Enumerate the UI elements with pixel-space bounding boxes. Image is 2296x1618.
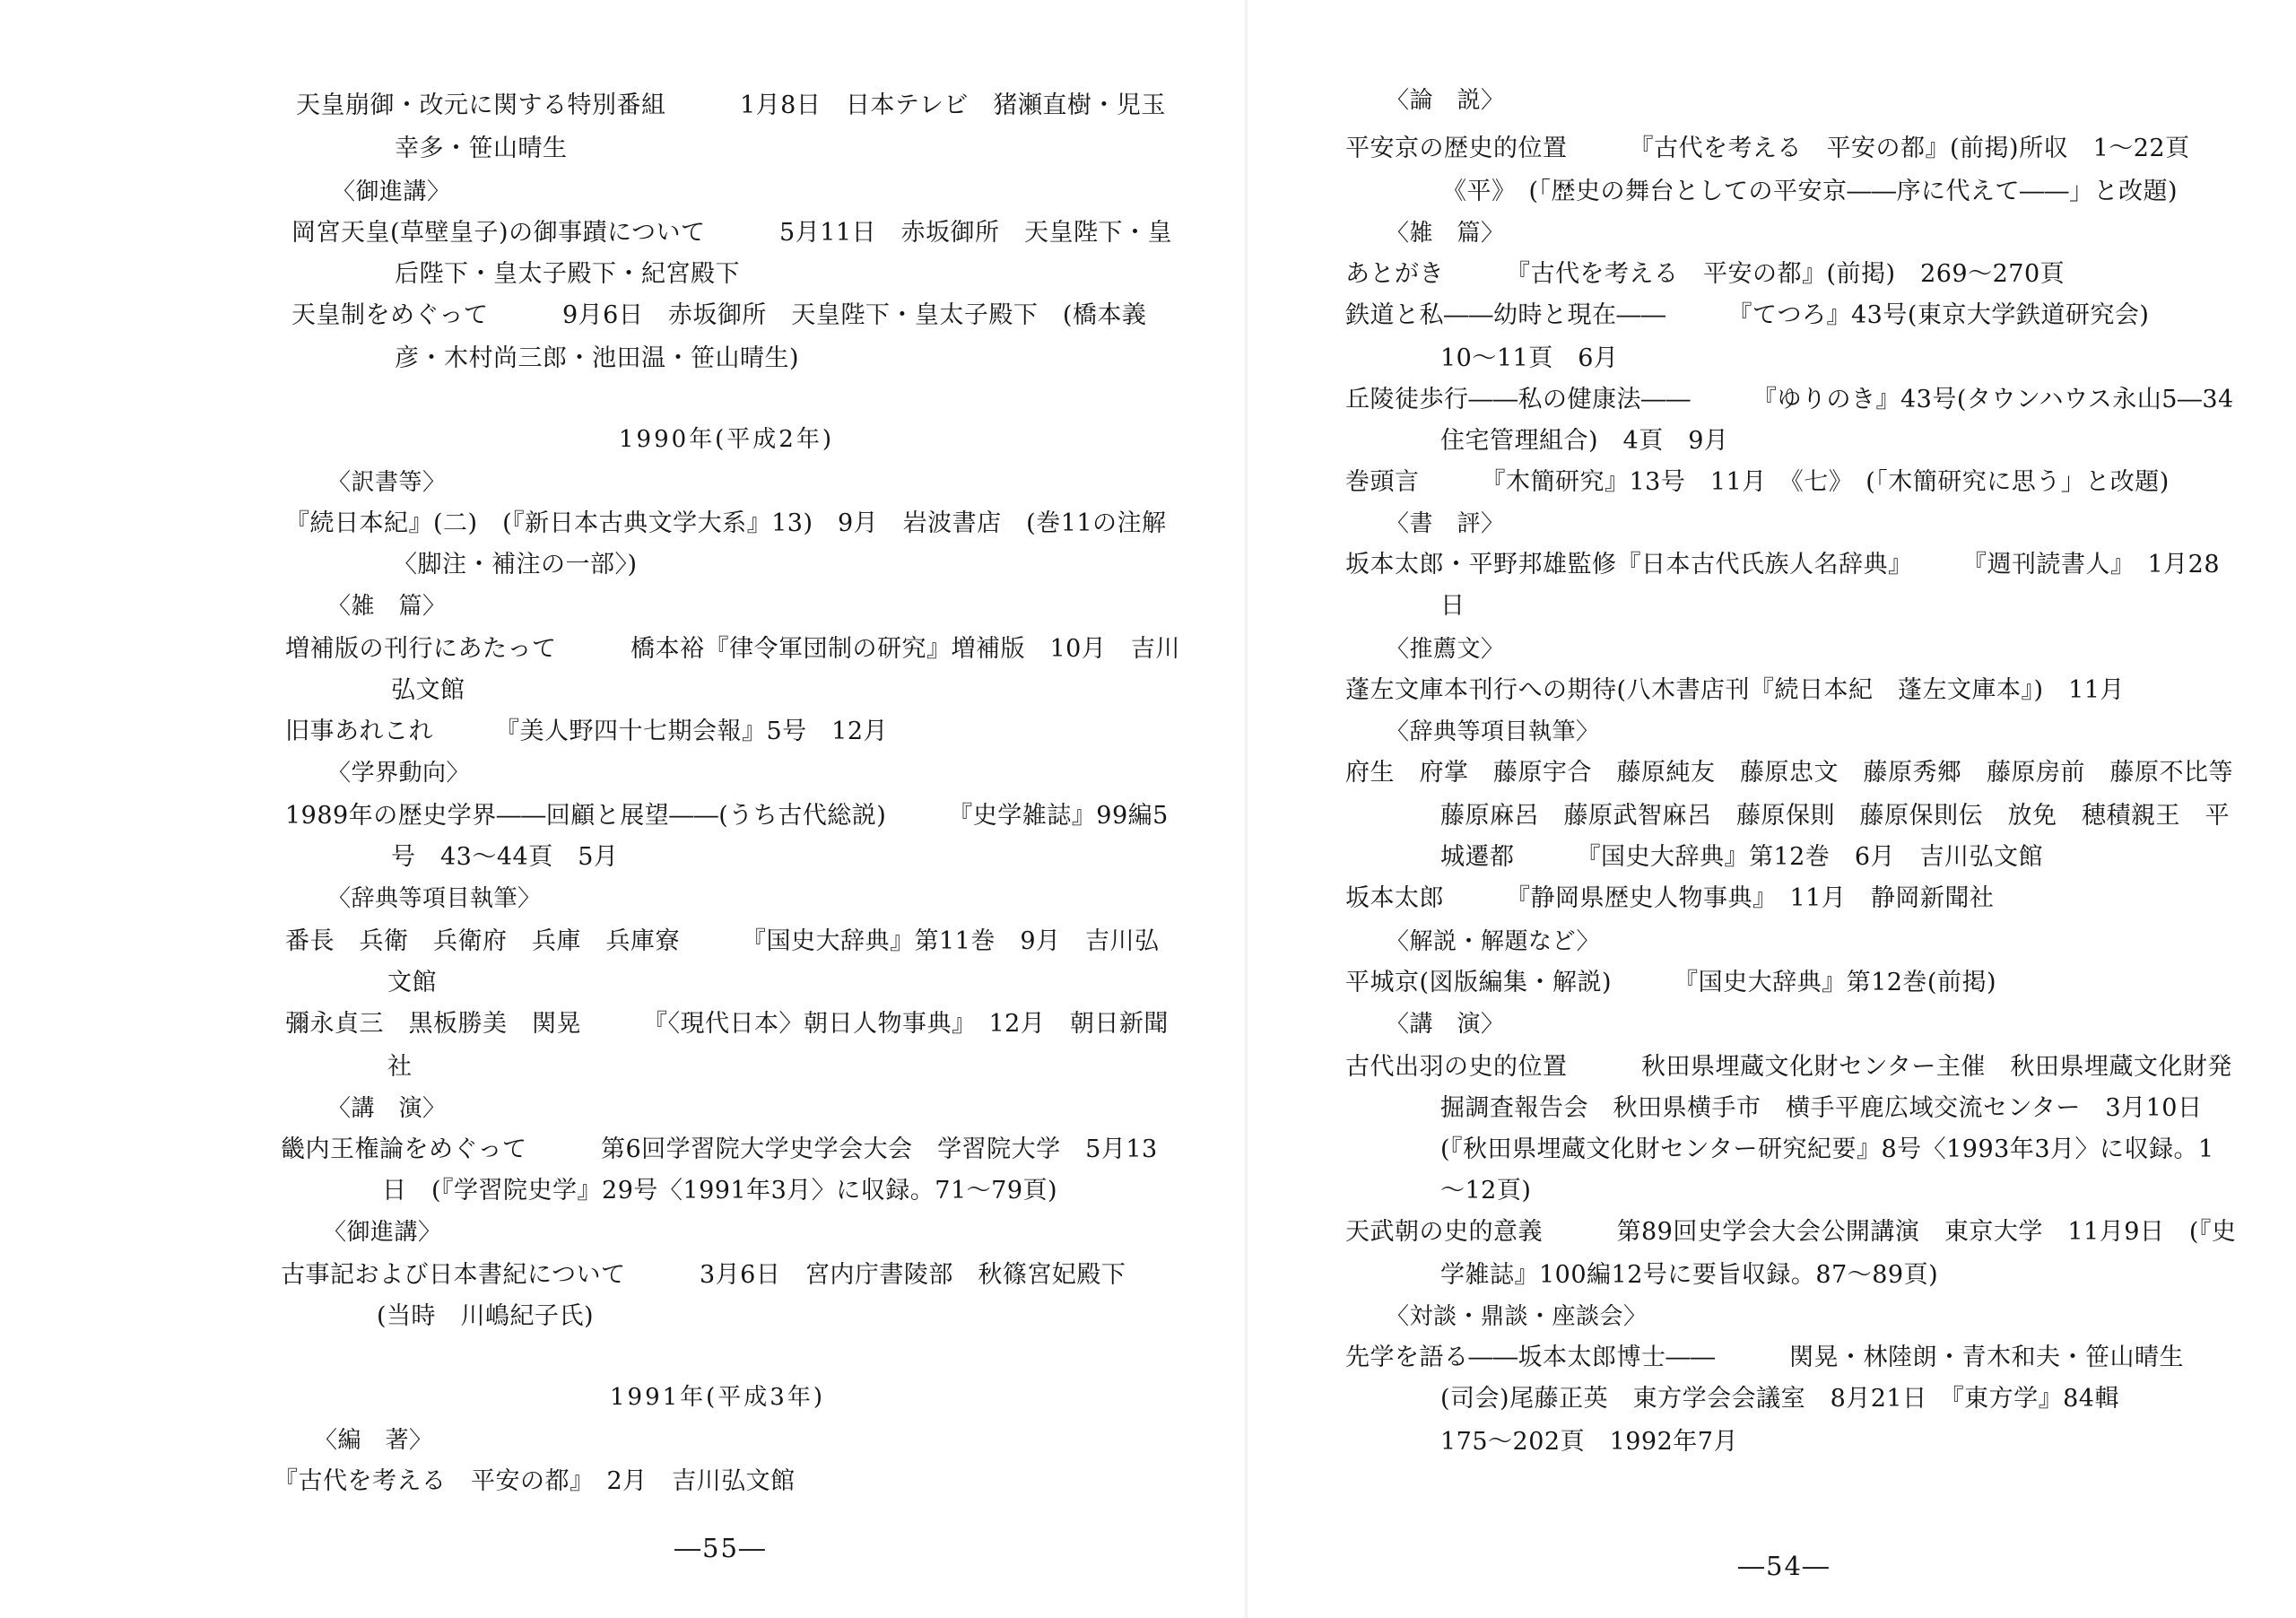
section-heading: 〈解説・解題など〉	[1386, 928, 1601, 955]
text-line: 后陛下・皇太子殿下・紀宮殿下	[395, 260, 740, 288]
text-line: 社	[387, 1053, 413, 1081]
text-line: 弘文館	[391, 676, 465, 704]
text-line: 掘調査報告会 秋田県横手市 横手平鹿広域交流センター 3月10日	[1440, 1094, 2203, 1122]
section-heading: 〈訳書等〉	[327, 469, 447, 496]
text-line: 『古代を考える 平安の都』 2月 吉川弘文館	[274, 1467, 796, 1495]
right-page	[1247, 0, 2296, 1618]
year-heading: 1990年(平成2年)	[619, 426, 834, 453]
text-line: 増補版の刊行にあたって 橋本裕『律令軍団制の研究』増補版 10月 吉川	[285, 635, 1180, 663]
text-line: 彌永貞三 黒板勝美 関晃 『〈現代日本〉朝日人物事典』 12月 朝日新聞	[285, 1010, 1169, 1038]
text-line: 旧事あれこれ 『美人野四十七期会報』5号 12月	[285, 718, 889, 745]
section-heading: 〈辞典等項目執筆〉	[327, 885, 542, 912]
text-line: (『秋田県埋蔵文化財センター研究紀要』8号〈1993年3月〉に収録。1	[1440, 1135, 2214, 1163]
text-line: 巻頭言 『木簡研究』13号 11月 《七》 (「木簡研究に思う」と改題)	[1345, 468, 2170, 496]
text-line: あとがき 『古代を考える 平安の都』(前掲) 269～270頁	[1345, 260, 2066, 288]
year-heading: 1991年(平成3年)	[610, 1384, 825, 1411]
text-line: 天皇制をめぐって 9月6日 赤坂御所 天皇陛下・皇太子殿下 (橋本義	[291, 301, 1147, 329]
text-line: 蓬左文庫本刊行への期待(八木書店刊『続日本紀 蓬左文庫本』) 11月	[1345, 676, 2125, 704]
text-line: 畿内王権論をめぐって 第6回学習院大学史学会大会 学習院大学 5月13	[281, 1135, 1158, 1163]
text-line: 幸多・笹山晴生	[395, 135, 568, 162]
text-line: 175～202頁 1992年7月	[1440, 1428, 1738, 1456]
text-line: 10～11頁 6月	[1440, 344, 1619, 372]
text-line: 古代出羽の史的位置 秋田県埋蔵文化財センター主催 秋田県埋蔵文化財発	[1345, 1053, 2232, 1081]
section-heading: 〈雑 篇〉	[327, 593, 447, 620]
text-line: 学雑誌』100編12号に要旨収録。87～89頁)	[1440, 1261, 1939, 1289]
section-heading: 〈講 演〉	[327, 1095, 447, 1122]
text-line: ～12頁)	[1440, 1177, 1532, 1205]
text-line: 先学を語る――坂本太郎博士―― 関晃・林陸朗・青木和夫・笹山晴生	[1345, 1344, 2184, 1371]
text-line: 天皇崩御・改元に関する特別番組 1月8日 日本テレビ 猪瀬直樹・児玉	[296, 91, 1166, 119]
text-line: 文館	[387, 969, 437, 996]
text-line: 平城京(図版編集・解説) 『国史大辞典』第12巻(前掲)	[1345, 969, 1996, 996]
text-line: 藤原麻呂 藤原武智麻呂 藤原保則 藤原保則伝 放免 穂積親王 平	[1440, 802, 2230, 830]
section-heading: 〈辞典等項目執筆〉	[1386, 718, 1600, 745]
section-heading: 〈書 評〉	[1386, 510, 1505, 537]
text-line: 岡宮天皇(草壁皇子)の御事蹟について 5月11日 赤坂御所 天皇陛下・皇	[291, 219, 1173, 247]
text-line: 号 43～44頁 5月	[391, 843, 619, 871]
section-heading: 〈対談・鼎談・座談会〉	[1386, 1303, 1648, 1330]
text-line: 『続日本紀』(二) (『新日本古典文学大系』13) 9月 岩波書店 (巻11の注解	[285, 509, 1167, 537]
text-line: 城遷都 『国史大辞典』第12巻 6月 吉川弘文館	[1440, 843, 2044, 871]
section-heading: 〈編 著〉	[314, 1427, 433, 1454]
section-heading: 〈論 説〉	[1386, 87, 1505, 114]
text-line: 平安京の歴史的位置 『古代を考える 平安の都』(前掲)所収 1～22頁	[1345, 135, 2190, 162]
text-line: 丘陵徒歩行――私の健康法―― 『ゆりのき』43号(タウンハウス永山5―34	[1345, 386, 2234, 413]
text-line: 坂本太郎・平野邦雄監修『日本古代氏族人名辞典』 『週刊読書人』 1月28	[1345, 551, 2221, 578]
text-line: 鉄道と私――幼時と現在―― 『てつろ』43号(東京大学鉄道研究会)	[1345, 301, 2150, 329]
section-heading: 〈雑 篇〉	[1386, 220, 1505, 247]
section-heading: 〈御進講〉	[323, 1219, 442, 1246]
text-line: (当時 川嶋紀子氏)	[377, 1302, 595, 1330]
section-heading: 〈推薦文〉	[1386, 636, 1505, 663]
text-line: 古事記および日本書紀について 3月6日 宮内庁書陵部 秋篠宮妃殿下	[281, 1261, 1126, 1289]
text-line: 彦・木村尚三郎・池田温・笹山晴生)	[395, 344, 800, 372]
text-line: 〈脚注・補注の一部〉)	[393, 551, 638, 578]
section-heading: 〈講 演〉	[1386, 1011, 1505, 1038]
page-number: ―54―	[1738, 1551, 1831, 1581]
text-line: 住宅管理組合) 4頁 9月	[1440, 427, 1729, 455]
text-line: 日	[1440, 592, 1465, 620]
text-line: 坂本太郎 『静岡県歴史人物事典』 11月 静岡新聞社	[1345, 884, 1995, 912]
page-number: ―55―	[674, 1533, 767, 1563]
section-heading: 〈御進講〉	[332, 178, 451, 205]
text-line: 天武朝の史的意義 第89回史学会大会公開講演 東京大学 11月9日 (『史	[1345, 1218, 2237, 1246]
section-heading: 〈学界動向〉	[327, 760, 471, 787]
text-line: 1989年の歴史学界――回顧と展望――(うち古代総説) 『史学雑誌』99編5	[285, 802, 1169, 830]
text-line: 《平》 (「歴史の舞台としての平安京――序に代えて――」と改題)	[1442, 178, 2179, 205]
text-line: (司会)尾藤正英 東方学会会議室 8月21日 『東方学』84輯	[1440, 1385, 2119, 1413]
text-line: 番長 兵衛 兵衛府 兵庫 兵庫寮 『国史大辞典』第11巻 9月 吉川弘	[285, 927, 1160, 955]
text-line: 日 (『学習院史学』29号〈1991年3月〉に収録。71～79頁)	[382, 1177, 1058, 1205]
text-line: 府生 府掌 藤原宇合 藤原純友 藤原忠文 藤原秀郷 藤原房前 藤原不比等	[1345, 759, 2233, 787]
